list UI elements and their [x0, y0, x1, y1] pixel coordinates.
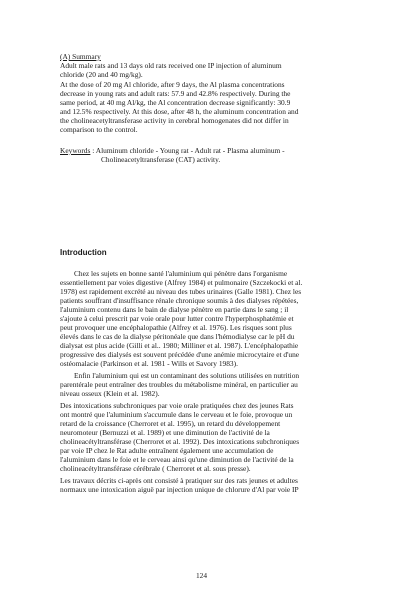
intro-line: neuromoteur (Bernuzzi et al. 1989) et une diminution de l'activité de la — [60, 428, 270, 437]
page-number: 124 — [195, 571, 208, 580]
summary-line: same period, at 40 mg Al/kg, the Al concentration decrease significantly: 30.9 — [60, 98, 291, 107]
intro-line: dialysat est plus acide (Gilli et al.. 1980; Milliner et al. 1987). L'encéphalopathie — [60, 341, 299, 350]
summary-line: and 12.5% respectively. At this dose, after 48 h, the aluminum concentration and — [60, 107, 299, 116]
intro-line: l'aluminium contenu dans le bain de dialyse pénètre en partie dans le sang ; il — [60, 305, 289, 314]
keywords-line — [60, 146, 285, 155]
intro-line: par voie IP chez le Rat adulte entraînent également une accumulation de — [60, 446, 274, 455]
summary-line: the cholineacetyltransferase activity in cerebral homogenates did not differ in — [60, 116, 289, 125]
summary-line: chloride (20 and 40 mg/kg). — [60, 70, 143, 79]
keywords-line-2: Cholineacetyltransferase (CAT) activity. — [101, 155, 221, 164]
intro-line: retard de la croissance (Cherroret et al. 1995), un retard du développement — [60, 419, 281, 428]
intro-line: cholineacétyltransférase cérébrale ( Cherroret et al. sous presse). — [60, 464, 251, 473]
intro-line: peut provoquer une encéphalopathie (Alfrey et al. 1976). Les risques sont plus — [60, 323, 292, 332]
intro-line: cholineacétyltransférase (Cherroret et al. 1992). Des intoxications subchroniques — [60, 437, 300, 446]
intro-line: normaux une intoxication aiguë par injection unique de chlorure d'Al par voie IP — [60, 485, 299, 494]
summary-line: Adult male rats and 13 days old rats received one IP injection of aluminum — [60, 61, 282, 70]
intro-line: Des intoxications subchroniques par voie orale pratiquées chez des jeunes Rats — [60, 401, 294, 410]
introduction-heading: Introduction — [60, 248, 107, 257]
intro-line: Chez les sujets en bonne santé l'aluminium qui pénètre dans l'organisme — [74, 269, 288, 278]
intro-line: patients souffrant d'insuffisance rénale chronique soumis à des dialyses répétées, — [60, 296, 299, 305]
intro-line: 1978) est rapidement excrété au niveau des tubes urinaires (Galle 1981). Chez les — [60, 287, 302, 296]
intro-line: essentiellement par voies digestive (Alfrey 1984) et pulmonaire (Szczekocki et al. — [60, 278, 303, 287]
summary-line: comparison to the control. — [60, 125, 138, 134]
intro-line: Les travaux décrits ci-après ont consisté à pratiquer sur des rats jeunes et adultes — [60, 476, 298, 485]
keywords-text: : Aluminum chloride - Young rat - Adult rat - Plasma aluminum - — [92, 146, 285, 155]
summary-heading: (A) Summary — [60, 52, 101, 61]
intro-line: Enfin l'aluminium qui est un contaminant des solutions utilisées en nutrition — [74, 371, 300, 380]
summary-line: At the dose of 20 mg Al chloride, after 9 days, the Al plasma concentrations — [60, 80, 285, 89]
intro-line: s'ajoute à celui prescrit par voie orale pour lutter contre l'hyperphosphatémie et — [60, 314, 294, 323]
intro-line: ostéomalacie (Parkinson et al. 1981 - Wills et Savory 1983). — [60, 359, 238, 368]
intro-line: niveau osseux (Klein et al. 1982). — [60, 389, 160, 398]
summary-line: decrease in young rats and adult rats: 57.9 and 42.8% respectively. During the — [60, 89, 291, 98]
intro-line: parentérale peut entraîner des troubles du métabolisme minéral, en particulier au — [60, 380, 298, 389]
intro-line: progressive des dialysés est souvent précédée d'une anémie microcytaire et d'une — [60, 350, 300, 359]
intro-line: élevés dans le cas de la dialyse péritonéale que dans l'hémodialyse car le pH du — [60, 332, 295, 341]
intro-line: l'aluminium dans le foie et le cerveau ainsi qu'une diminution de l'activité de la — [60, 455, 294, 464]
intro-line: ont montré que l'aluminium s'accumule dans le cerveau et le foie, provoque un — [60, 410, 293, 419]
keywords-label: Keywords — [60, 146, 91, 155]
